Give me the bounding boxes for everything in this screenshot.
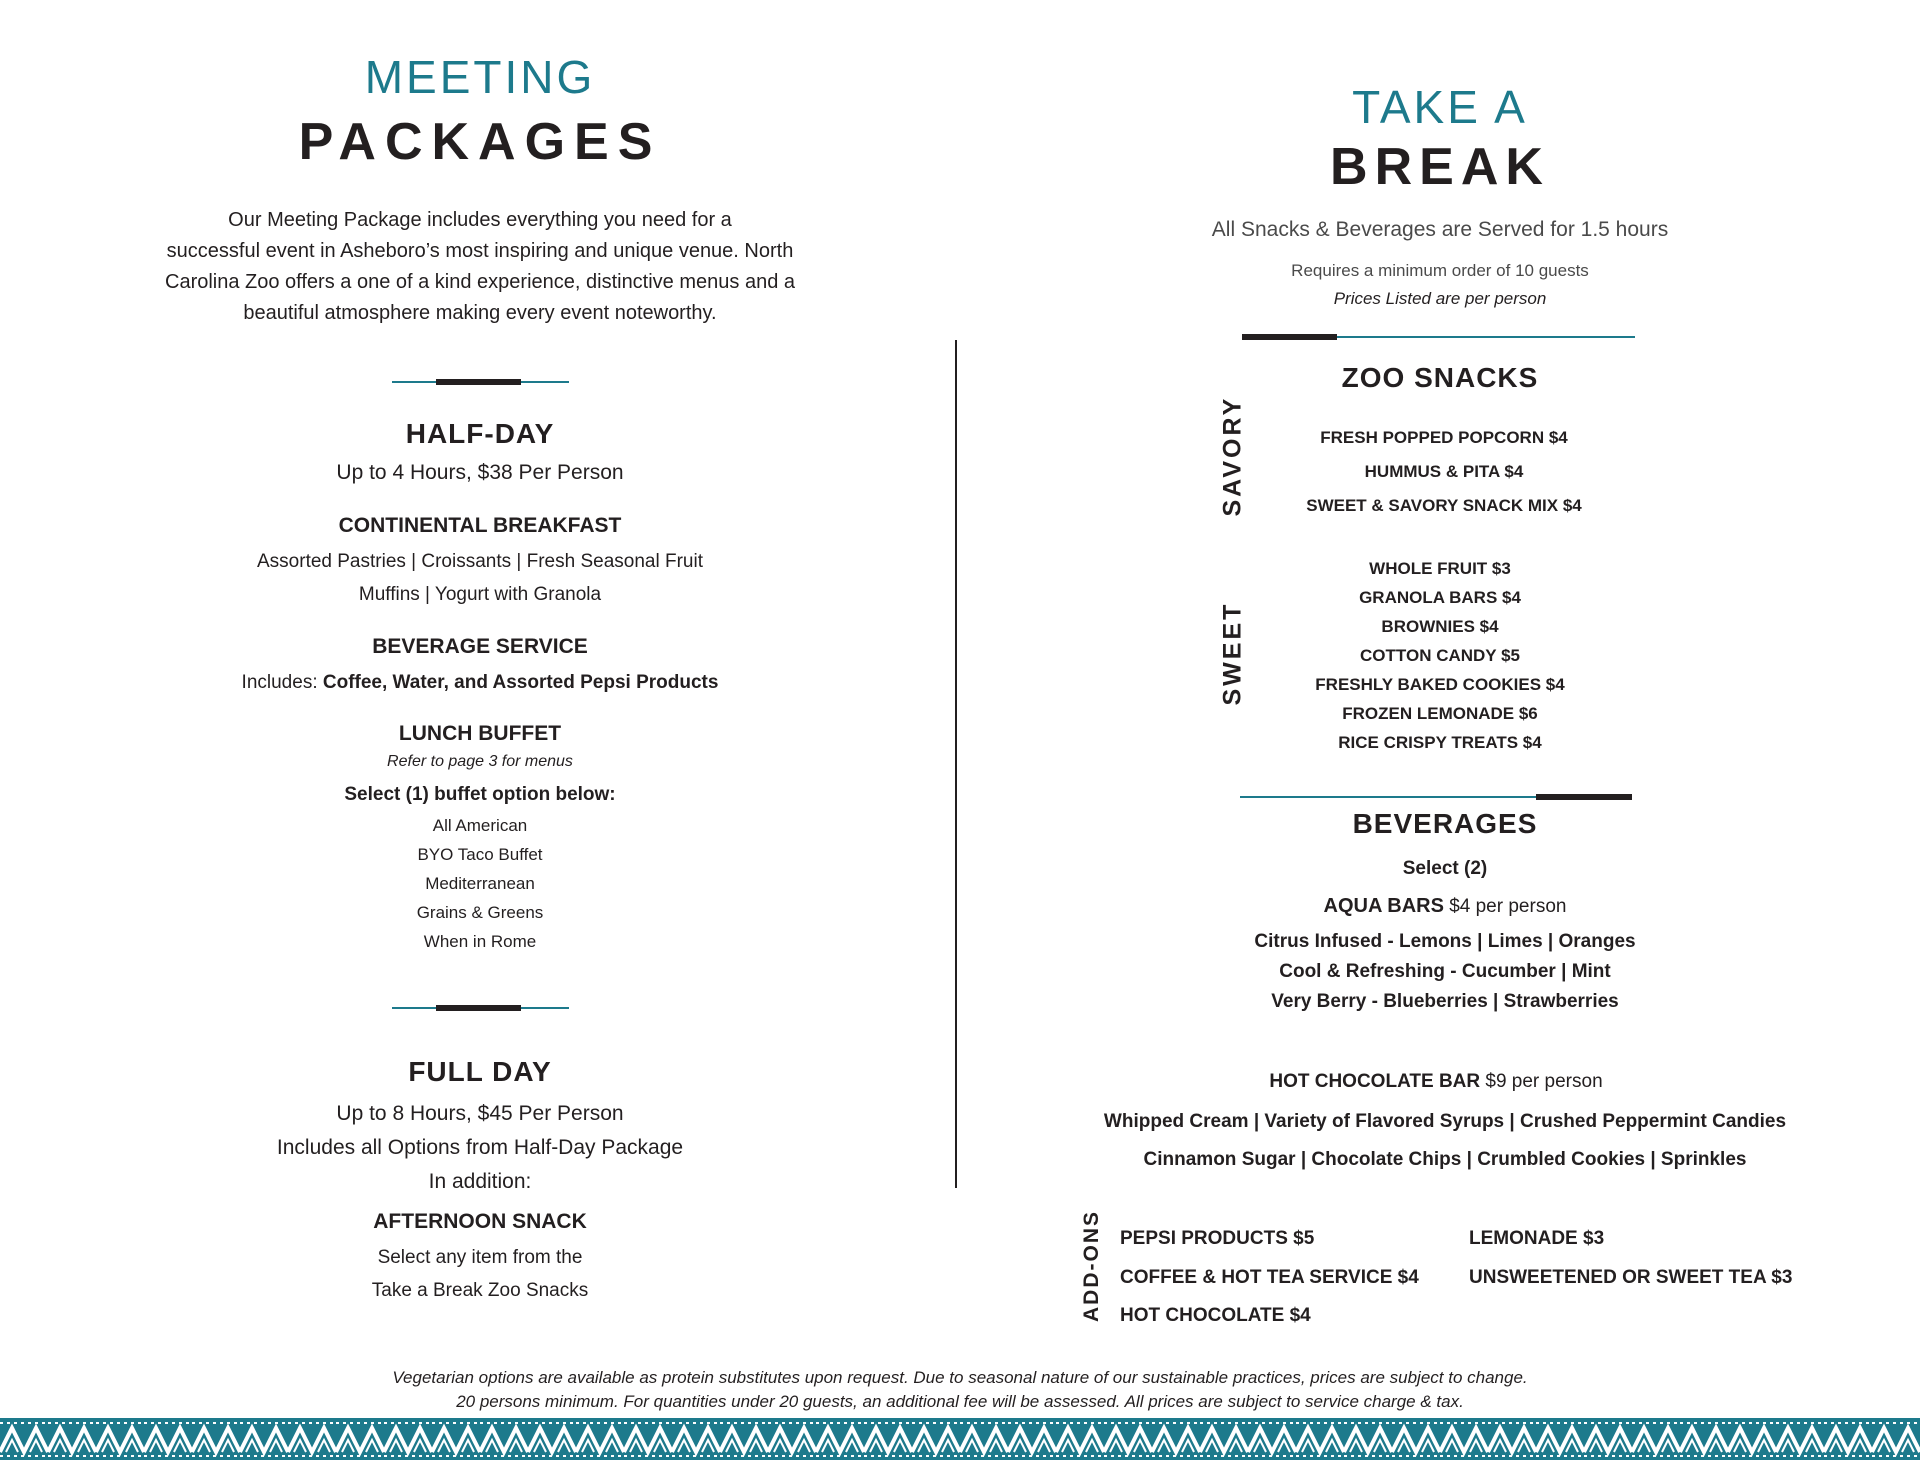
beverages-select: Select (2) bbox=[1402, 858, 1488, 879]
snack-item: COTTON CANDY $5 bbox=[1360, 646, 1520, 665]
snack-item: RICE CRISPY TREATS $4 bbox=[1338, 733, 1542, 752]
snack-item: GRANOLA BARS $4 bbox=[1359, 588, 1521, 607]
hot-chocolate-bar-price: $9 per person bbox=[1480, 1071, 1603, 1092]
aqua-bars-option: Citrus Infused - Lemons | Limes | Oranges bbox=[1254, 931, 1636, 952]
add-ons-label: ADD-ONS bbox=[1080, 1210, 1103, 1322]
aqua-bars-option: Very Berry - Blueberries | Strawberries bbox=[1271, 991, 1619, 1012]
lunch-option: All American bbox=[432, 816, 528, 835]
addon-item: HOT CHOCOLATE $4 bbox=[1120, 1305, 1311, 1326]
savory-list bbox=[1044, 421, 1844, 523]
price-note: Prices Listed are per person bbox=[1333, 289, 1547, 308]
aqua-bars-option: Cool & Refreshing - Cucumber | Mint bbox=[1279, 961, 1611, 982]
hot-chocolate-bar-line bbox=[1036, 1071, 1836, 1093]
full-day-line: In addition: bbox=[428, 1170, 532, 1193]
section-divider bbox=[392, 381, 569, 383]
min-order-note: Requires a minimum order of 10 guests bbox=[1291, 261, 1589, 280]
sweet-label: SWEET bbox=[1218, 601, 1247, 706]
lunch-option: BYO Taco Buffet bbox=[417, 845, 543, 864]
breakfast-line: Muffins | Yogurt with Granola bbox=[358, 584, 602, 605]
continental-breakfast-title: CONTINENTAL BREAKFAST bbox=[338, 514, 622, 537]
addon-item: COFFEE & HOT TEA SERVICE $4 bbox=[1120, 1267, 1419, 1288]
aqua-bars-name: AQUA BARS bbox=[1323, 895, 1444, 917]
section-divider bbox=[1242, 336, 1635, 338]
section-divider bbox=[1240, 796, 1632, 798]
continental-breakfast-items bbox=[140, 545, 820, 611]
intro-paragraph bbox=[140, 205, 820, 329]
addon-item: UNSWEETENED OR SWEET TEA $3 bbox=[1469, 1267, 1793, 1288]
beverage-service-title: BEVERAGE SERVICE bbox=[372, 635, 588, 658]
half-day-subtitle: Up to 4 Hours, $38 Per Person bbox=[336, 461, 624, 484]
addon-item: PEPSI PRODUCTS $5 bbox=[1120, 1228, 1315, 1249]
meeting-packages-column bbox=[140, 0, 820, 1340]
beverage-prefix: Includes: bbox=[241, 672, 323, 693]
packages-title: PACKAGES bbox=[298, 113, 662, 171]
footer-line: 20 persons minimum. For quantities under 20 guests, an additional fee will be assessed. All prices are subject to service charge & tax. bbox=[456, 1392, 1464, 1411]
lunch-option: When in Rome bbox=[423, 932, 537, 951]
full-day-line: Includes all Options from Half-Day Package bbox=[276, 1136, 684, 1159]
hot-chocolate-option: Cinnamon Sugar | Chocolate Chips | Crumbled Cookies | Sprinkles bbox=[1143, 1149, 1747, 1170]
afternoon-snack-line: Take a Break Zoo Snacks bbox=[371, 1280, 589, 1301]
aqua-bars-line bbox=[1045, 895, 1845, 918]
breakfast-line: Assorted Pastries | Croissants | Fresh Seasonal Fruit bbox=[257, 551, 703, 572]
snack-item: FRESH POPPED POPCORN $4 bbox=[1320, 428, 1568, 447]
lunch-buffet-title: LUNCH BUFFET bbox=[398, 722, 562, 745]
beverages-title: BEVERAGES bbox=[1352, 808, 1538, 839]
meeting-kicker: MEETING bbox=[364, 51, 596, 103]
footer-note bbox=[0, 1366, 1920, 1414]
full-day-details bbox=[140, 1097, 820, 1199]
sweet-list bbox=[1040, 554, 1840, 757]
intro-line: successful event in Asheboro’s most inspiring and unique venue. North bbox=[166, 240, 794, 262]
intro-line: beautiful atmosphere making every event noteworthy. bbox=[243, 302, 717, 324]
lunch-option: Mediterranean bbox=[425, 874, 535, 893]
half-day-title: HALF-DAY bbox=[405, 418, 555, 449]
lunch-select-text: Select (1) buffet option below: bbox=[344, 784, 616, 805]
intro-line: Carolina Zoo offers a one of a kind experience, distinctive menus and a bbox=[165, 271, 795, 293]
footer-line: Vegetarian options are available as protein substitutes upon request. Due to seasonal nature of our sustainable practices, prices are subject to change. bbox=[392, 1368, 1528, 1387]
snack-item: SWEET & SAVORY SNACK MIX $4 bbox=[1306, 496, 1582, 515]
zoo-snacks-title: ZOO SNACKS bbox=[1341, 362, 1539, 393]
hot-chocolate-option: Whipped Cream | Variety of Flavored Syrups | Crushed Peppermint Candies bbox=[1103, 1111, 1787, 1132]
snack-item: FRESHLY BAKED COOKIES $4 bbox=[1315, 675, 1565, 694]
aqua-bars-price: $4 per person bbox=[1443, 896, 1567, 917]
take-a-break-column bbox=[1040, 0, 1880, 1340]
snack-item: FROZEN LEMONADE $6 bbox=[1342, 704, 1538, 723]
beverage-items: Coffee, Water, and Assorted Pepsi Products bbox=[322, 672, 719, 693]
lunch-option: Grains & Greens bbox=[416, 903, 544, 922]
aqua-bars-list bbox=[1045, 927, 1845, 1017]
intro-line: Our Meeting Package includes everything you need for a bbox=[228, 209, 732, 231]
break-subtitle: All Snacks & Beverages are Served for 1.5 hours bbox=[1211, 218, 1669, 241]
hot-chocolate-bar-list bbox=[1045, 1103, 1845, 1179]
afternoon-snack-line: Select any item from the bbox=[377, 1247, 583, 1268]
section-divider bbox=[392, 1007, 569, 1009]
hot-chocolate-bar-name: HOT CHOCOLATE BAR bbox=[1269, 1071, 1481, 1092]
lunch-buffet-note: Refer to page 3 for menus bbox=[387, 753, 573, 770]
addon-item: LEMONADE $3 bbox=[1469, 1228, 1605, 1249]
beverage-service-line bbox=[140, 666, 820, 699]
take-a-kicker: TAKE A bbox=[1352, 81, 1528, 133]
full-day-line: Up to 8 Hours, $45 Per Person bbox=[336, 1102, 624, 1125]
break-title: BREAK bbox=[1330, 138, 1550, 196]
savory-label: SAVORY bbox=[1218, 395, 1247, 517]
column-divider bbox=[955, 340, 957, 1188]
decorative-pattern-band bbox=[0, 1418, 1920, 1460]
full-day-title: FULL DAY bbox=[408, 1056, 552, 1087]
afternoon-snack-title: AFTERNOON SNACK bbox=[373, 1210, 587, 1233]
afternoon-snack-text bbox=[140, 1241, 820, 1307]
snack-item: WHOLE FRUIT $3 bbox=[1369, 559, 1511, 578]
lunch-options-list bbox=[140, 811, 820, 956]
snack-item: HUMMUS & PITA $4 bbox=[1364, 462, 1524, 481]
snack-item: BROWNIES $4 bbox=[1381, 617, 1499, 636]
